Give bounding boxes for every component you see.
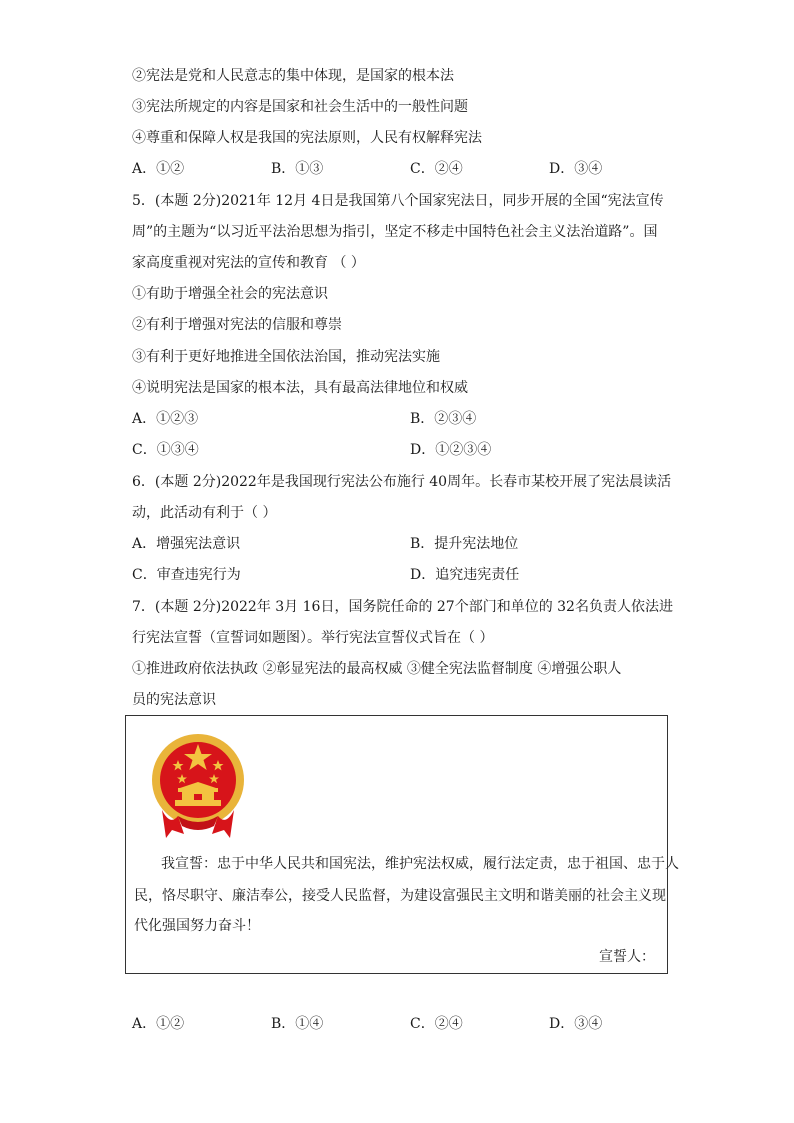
q4-item-2: ②宪法是党和人民意志的集中体现，是国家的根本法 [132, 68, 454, 84]
q5-stem-line-1: 5．(本题 2分)2021年 12月 4日是我国第八个国家宪法日，同步开展的全国“宪法宣传 [132, 193, 664, 209]
q4-option-a[interactable]: A．①② [132, 161, 185, 177]
q7-option-d[interactable]: D．③④ [549, 1016, 603, 1032]
q7-stem-line-3: ①推进政府依法执政 ②彰显宪法的最高权威 ③健全宪法监督制度 ④增强公职人 [132, 661, 622, 677]
q7-option-c[interactable]: C．②④ [410, 1016, 463, 1032]
oath-signer: 宣誓人： [599, 949, 655, 965]
q6-option-b[interactable]: B．提升宪法地位 [410, 536, 519, 552]
q6-stem-line-2: 动，此活动有利于（ ） [132, 505, 277, 521]
q4-item-4: ④尊重和保障人权是我国的宪法原则，人民有权解释宪法 [132, 130, 482, 146]
q5-item-1: ①有助于增强全社会的宪法意识 [132, 286, 328, 302]
q7-option-a[interactable]: A．①② [132, 1016, 185, 1032]
oath-text-line-3: 代化强国努力奋斗！ [134, 918, 260, 934]
q5-item-4: ④说明宪法是国家的根本法，具有最高法律地位和权威 [132, 380, 468, 396]
oath-text-line-1: 我宣誓：忠于中华人民共和国宪法，维护宪法权威，履行法定责，忠于祖国、忠于人 [161, 856, 679, 872]
q7-option-b[interactable]: B．①④ [271, 1016, 324, 1032]
q6-option-a[interactable]: A．增强宪法意识 [132, 536, 241, 552]
q7-stem-line-4: 员的宪法意识 [132, 692, 216, 708]
q5-option-c[interactable]: C．①③④ [132, 442, 199, 458]
q4-option-d[interactable]: D．③④ [549, 161, 603, 177]
q6-option-d[interactable]: D．追究违宪责任 [410, 567, 520, 583]
q7-stem-line-1: 7．(本题 2分)2022年 3月 16日，国务院任命的 27个部门和单位的 32名负责人依法进 [132, 599, 673, 615]
q5-stem-line-3: 家高度重视对宪法的宣传和教育 （ ） [132, 255, 365, 271]
q5-item-3: ③有利于更好地推进全国依法治国，推动宪法实施 [132, 349, 440, 365]
oath-text-line-2: 民，恪尽职守、廉洁奉公，接受人民监督，为建设富强民主文明和谐美丽的社会主义现 [134, 888, 666, 904]
q6-stem-line-1: 6．(本题 2分)2022年是我国现行宪法公布施行 40周年。长春市某校开展了宪法晨读活 [132, 474, 672, 490]
national-emblem-icon [148, 730, 248, 840]
q4-option-c[interactable]: C．②④ [410, 161, 463, 177]
q6-option-c[interactable]: C．审查违宪行为 [132, 567, 241, 583]
oath-figure [125, 715, 679, 974]
q5-option-a[interactable]: A．①②③ [132, 411, 199, 427]
q7-stem-line-2: 行宪法宣誓（宣誓词如题图）。举行宪法宣誓仪式旨在（ ） [132, 630, 494, 646]
q4-item-3: ③宪法所规定的内容是国家和社会生活中的一般性问题 [132, 99, 468, 115]
q5-stem-line-2: 周”的主题为“以习近平法治思想为指引，坚定不移走中国特色社会主义法治道路”。国 [132, 224, 658, 240]
q5-option-d[interactable]: D．①②③④ [410, 442, 492, 458]
q5-item-2: ②有利于增强对宪法的信服和尊崇 [132, 317, 342, 333]
q5-option-b[interactable]: B．②③④ [410, 411, 477, 427]
q4-option-b[interactable]: B．①③ [271, 161, 324, 177]
